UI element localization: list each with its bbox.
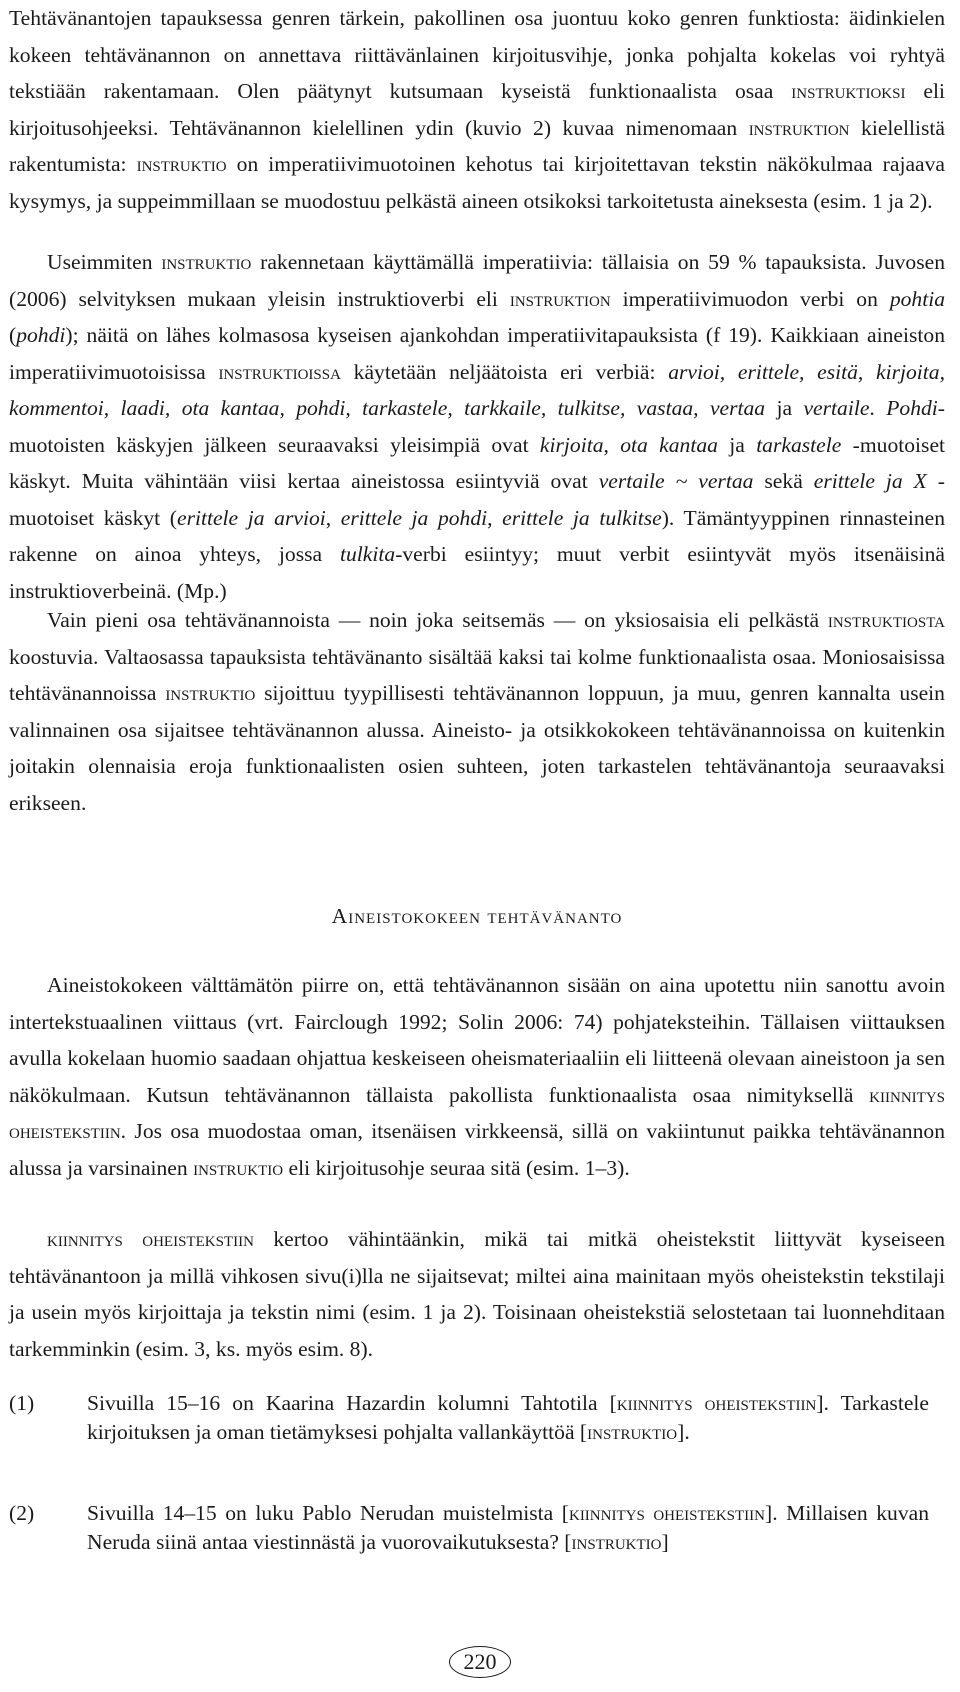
italic-term: tulkita [340, 542, 396, 566]
italic-term: ota kantaa [620, 432, 718, 457]
term-small-caps: instruktioksi [791, 79, 906, 103]
paragraph-one-part-tasks: Vain pieni osa tehtävänannoista — noin joka seitsemäs — on yksiosaisia eli pelkästä instruktiosta koostuvia. Valtaosassa tapauksista tehtävänanto sisältää kaksi tai kolme funktionaalista osaa. Moniosaisissa tehtävänannoissa instruktio sijoittuu tyypillisesti tehtävänannon loppuun, ja muu, genren kannalta usein valinnainen osa sijaitsee tehtävänannon alussa. Aineisto- ja otsikkokokeen tehtävänannoissa on kuitenkin joitakin olennaisia eroja funktionaalisten osien suhteen, joten tarkastelen tehtävänantoja seuraavaksi erikseen. [9, 608, 945, 815]
paragraph-kiinnitys: kiinnitys oheistekstiin kertoo vähintäänkin, mikä tai mitkä oheistekstit liittyvät kyseiseen tehtävänantoon ja millä vihkosen sivu(i)lla ne sijaitsevat; miltei aina mainitaan myös oheistekstin tekstilaji ja usein myös kirjoittaja ja tekstin nimi (esim. 1 ja 2). Toisinaan oheistekstiä selostetaan tai luonnehditaan tarkemminkin (esim. 3, ks. myös esim. 8). [9, 1227, 945, 1361]
term-small-caps: instruktio [165, 681, 256, 705]
example-text: Sivuilla 14–15 on luku Pablo Nerudan muistelmista [kiinnitys oheistekstiin]. Millaisen kuvan Neruda siinä antaa viestinnästä ja vuorovaikutuksesta? [instruktio] [87, 1501, 929, 1554]
term-small-caps: instruktio [587, 1420, 678, 1444]
term-small-caps: instruktio [161, 250, 252, 274]
example-2 [9, 1499, 945, 1557]
italic-term: kirjoita [539, 432, 604, 457]
italic-term: erittele ja pohdi [340, 505, 488, 530]
example-number: (1) [9, 1391, 35, 1415]
paragraph-instruktio-definition: Tehtävänantojen tapauksessa genren tärkein, pakollinen osa juontuu koko genren funktiosta: äidinkielen kokeen tehtävänannon on annettava riittävänlainen kirjoitusvihje, jonka pohjalta kokelas voi ryhtyä tekstiään rakentamaan. Olen päätynyt kutsumaan kyseistä funktionaalista osaa instruktioksi eli kirjoitusohjeeksi. Tehtävänannon kielellinen ydin (kuvio 2) kuvaa nimenomaan instruktion kielellistä rakentumista: instruktio on imperatiivimuotoinen kehotus tai kirjoitettavan tekstin näkökulmaa rajaava kysymys, ja suppeimmillaan se muodostuu pelkästä aineen otsikoksi tarkoitetusta aineksesta (esim. 1 ja 2). [9, 6, 946, 213]
italic-term: pohdi [16, 323, 66, 347]
italic-term: vertaile [803, 396, 870, 420]
term-small-caps: instruktion [509, 286, 611, 311]
term-small-caps: instruktio [136, 152, 227, 176]
italic-term: Pohdi [886, 396, 938, 420]
term-small-caps: kiinnitys oheistekstiin [616, 1391, 817, 1415]
example-text: Sivuilla 15–16 on Kaarina Hazardin kolumni Tahtotila [kiinnitys oheistekstiin]. Tarkastele kirjoituksen ja oman tietämyksesi pohjalta vallankäyttöä [instruktio]. [87, 1391, 930, 1444]
term-small-caps: instruktio [571, 1530, 662, 1554]
section-heading: Aineistokokeen tehtävänanto [331, 904, 623, 928]
term-small-caps: instruktiosta [827, 608, 945, 632]
example-1 [9, 1389, 945, 1447]
term-small-caps: kiinnitys oheistekstiin [9, 1082, 945, 1143]
italic-term: vertaile ~ vertaa [598, 469, 754, 493]
italic-term: erittele ja X [813, 469, 927, 493]
term-small-caps: instruktio [193, 1155, 284, 1180]
italic-term: tarkastele [756, 432, 842, 457]
term-small-caps: kiinnitys oheistekstiin [568, 1501, 765, 1525]
italic-term: erittele ja tulkitse [502, 505, 662, 530]
italic-term: erittele ja arvioi [176, 505, 326, 530]
term-small-caps: kiinnitys oheistekstiin [47, 1227, 254, 1251]
paragraph-imperative-verbs: Useimmiten instruktio rakennetaan käyttämällä imperatiivia: tällaisia on 59 % tapauksista. Juvosen (2006) selvityksen mukaan yleisin instruktioverbi eli instruktion imperatiivimuodon verbi on pohtia (pohdi); näitä on lähes kolmasosa kyseisen ajankohdan imperatiivitapauksista (f 19). Kaikkiaan aineiston imperatiivimuotoisissa instruktioissa käytetään neljäätoista eri verbiä: arvioi, erittele, esitä, kirjoita, kommentoi, laadi, ota kantaa, pohdi, tarkastele, tarkkaile, tulkitse, vastaa, vertaa ja vertaile. Pohdi-muotoisten käskyjen jälkeen seuraavaksi yleisimpiä ovat kirjoita, ota kantaa ja tarkastele -muotoiset käskyt. Muita vähintään viisi kertaa aineistossa esiintyviä ovat vertaile ~ vertaa sekä erittele ja X -muotoiset käskyt (erittele ja arvioi, erittele ja pohdi, erittele ja tulkitse). Tämäntyyppinen rinnasteinen rakenne on ainoa yhteys, jossa tulkita-verbi esiintyy; muut verbit esiintyvät myös itsenäisinä instruktioverbeinä. (Mp.) [9, 250, 946, 603]
italic-term: pohtia [889, 286, 945, 311]
term-small-caps: instruktion [748, 115, 850, 140]
italic-term: arvioi, erittele, esitä, kirjoita, kommentoi, laadi, ota kantaa, pohdi, tarkastele, tarkkaile, tulkitse, vastaa, vertaa [9, 359, 945, 420]
example-number: (2) [9, 1501, 35, 1525]
page-number: 220 [449, 1646, 511, 1678]
paragraph-aineistokoe: Aineistokokeen välttämätön piirre on, että tehtävänannon sisään on aina upotettu niin sanottu avoin intertekstuaalinen viittaus (vrt. Fairclough 1992; Solin 2006: 74) pohjateksteihin. Tällaisen viittauksen avulla kokelaan huomio saadaan ohjattua keskeiseen oheismateriaaliin eli liitteenä olevaan aineistoon ja sen näkökulmaan. Kutsun tehtävänannon tällaista pakollista funktionaalista osaa nimityksellä kiinnitys oheistekstiin. Jos osa muodostaa oman, itsenäisen virkkeensä, sillä on vakiintunut paikka tehtävänannon alussa ja varsinainen instruktio eli kirjoitusohje seuraa sitä (esim. 1–3). [9, 973, 945, 1180]
term-small-caps: instruktioissa [218, 359, 341, 384]
